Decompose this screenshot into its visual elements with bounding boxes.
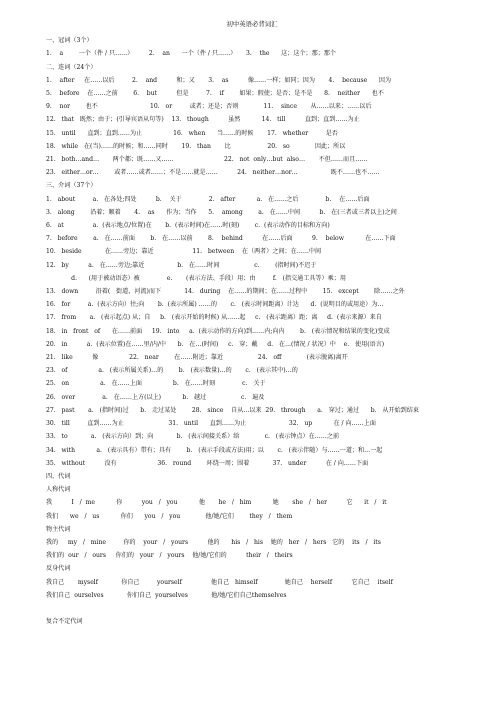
text-line: 34. with a. (表示具有）带有；具有 b. (表示手段或方法)用；以 c. (表示伴随）与……一道；和…一起 [46,446,383,454]
text-line: 27. past a. (指时间)过 b. 走过某处 28. since 自从…以来 29. through a. 穿过；通过 b. 从开始到结束 [46,406,419,414]
text-line: 我们自己 ourselves 你们自己 yourselves 他/她/它们自己themselves [46,591,287,599]
text-line: 30. till 直到……为止 31. until 直到……为止 32. up 在 / 向……上面 [46,420,376,428]
text-line: d. (用于被动语态）被 e. (表示方法、手段）用；由 f. (指交通工具等）乘；用 [46,274,346,282]
text-line: 1. a 一个（件 / 只……） 2. an 一个（件 / 只……） 3. the 这；这个；那；那个 [46,50,336,58]
text-line: 5. before 在……之前 6. but 但是 7. if 如果；假使；是否；是不是 8. neither 也不 [46,90,384,98]
text-line: 物主代词 [46,525,71,533]
blank-line [46,602,458,615]
text-line: 3. along 沿着；顺着 4. as 作为；当作 5. among a. 在……中间 b. 在(三者或三者以上)之间 [46,208,397,216]
text-line: 我 I / me 你 you / you 他 he / him 她 she / her 它 it / it [46,499,387,507]
text-line: 我们 we / us 你们 you / you 他/她/它们 they / them [46,512,293,520]
text-line: 33. to a. (表示方向）到；向 b. (表示间接关系）给 c. (表示钟点）在……之前 [46,433,340,441]
document-title: 初中英语必背词汇 [226,20,278,28]
text-line: 三、介词（37个） [46,182,97,190]
text-line: 18. in front of 在……前面 19. into a. (表示动作的方向)到……内;向内 b. (表示情况和结果的变化)变成 [46,327,390,335]
text-line: 四、代词 [46,472,71,480]
text-line: 二、连词（24个） [46,63,97,71]
text-line: 13. down 沿着( 街道、河流)而下 14. during 在……的期间；在……过程中 15. except 除……之外 [46,288,405,296]
text-line: 18. while 在(当)……的时候；和……同时 19. than 比 20. so 因此；所以 [46,142,346,150]
text-line: 我自己 myself 你自己 yourself 他自己 himself 她自己 herself 它自己 itself [46,578,393,586]
text-line: 我们的 our / ours 你们的 your / yours 他/她/它们的 their / theirs [46,552,293,560]
text-line: 21. both…and… 两个都；既……又…… 22. not only…but also… 不但……而且…… [46,156,368,164]
text-line: 我的 my / mine 你的 your / yours 他的 his / his 她的 her / hers 它的 its / its [46,538,381,546]
text-line: 21. like 像 22. near 在……附近；靠近 24. off (表示脱离)离开 [46,354,348,362]
text-line: 35. without 没有 36. round 环绕一周；围着 37. under 在 / 向……下面 [46,459,369,467]
text-line: 10. beside 在……旁边；靠近 11. between 在（两者）之间；在……中间 [46,248,322,256]
text-line: 人称代词 [46,486,71,494]
text-line: 反身代词 [46,565,71,573]
text-line: 复合不定代词 [46,618,83,626]
text-line: 20. in a. (表示位置)在……里/内/中 b. 在…(时间) c. 穿；戴 d. 在…(情况 / 状况）中 e. 使用(语言) [46,340,385,348]
text-line: 1. after 在……以后 2. and 和；又 3. as 像……一样；如同；因为 4. because 因为 [46,76,392,84]
text-line: 9. nor 也不 10. or 或者；还是；否则 11. since 从……以来；……以后 [46,103,372,111]
text-line: 23. of a. (表示所属关系)…的 b. (表示数量)…的 c. (表示其中)…的 [46,367,298,375]
text-line: 23. either…or… 或者……或者……；不是……就是…… 24. neither…nor… 既不……也不…… [46,169,380,177]
text-line: 7. before a. 在……前面 b. 在……以前 8. behind 在……后面 9. below 在……下面 [46,235,396,243]
text-line: 12. that 既然；由于；(引导宾语从句等) 13. though 虽然 14. till 直到；直到……为止 [46,116,360,124]
text-line: 6. at a. (表示地点/位置)在 b. (表示时间)在……时(刻) c. (表示动作的目标和方向) [46,222,330,230]
text-line: 25. on a. 在……上面 b. 在……时刻 c. 关于 [46,380,266,388]
text-line: 12. by a. 在……旁边;靠近 b. 在……时间 c. (指时间)不迟于 [46,261,317,269]
text-line: 15. until 直到；直到……为止 16. when 当……的时候 17. whether 是否 [46,129,338,137]
document-body [46,34,458,628]
text-line: 1. about a. 在各处;四处 b. 关于 2. after a. 在……之后 b. 在……后面 [46,195,370,203]
text-line: 一、冠词（3个） [46,37,93,45]
text-line: 16. for a. (表示方向）往;向 b. (表示所属) ……的 c. (表示时间距离）计达 d. (说明目的或用途）为… [46,301,384,309]
text-line: 26. over a. 在……上方(以上) b. 越过 c. 遍及 [46,393,265,401]
text-line: 17. from a. (表示起点) 从；自 b. (表示开始的时候) 从……起 c. (表示距离）距；离 d. (表示来源）来自 [46,314,382,322]
